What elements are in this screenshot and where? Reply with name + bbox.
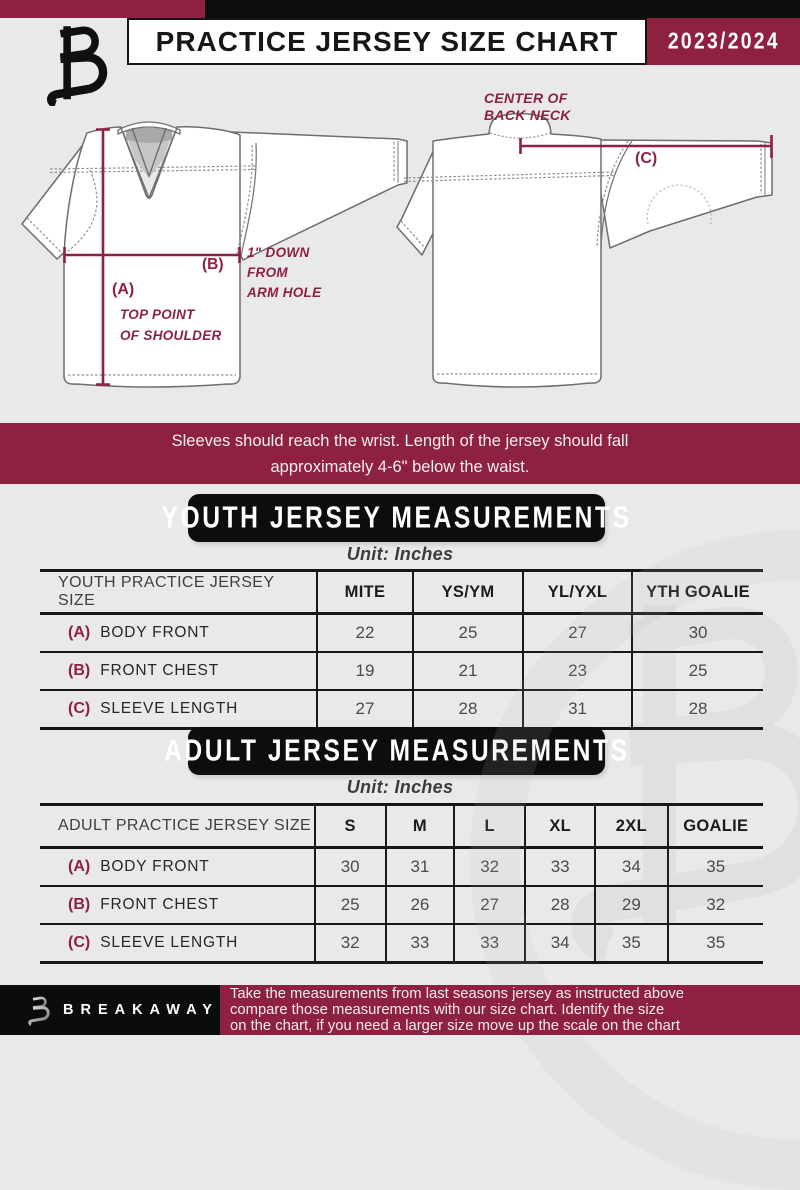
center-back-neck-note: CENTER OF BACK NECK (484, 90, 571, 123)
cell-value: 32 (315, 924, 386, 963)
brand-name: BREAKAWAY (63, 1002, 219, 1018)
cell-value: 33 (454, 924, 525, 963)
row-label: FRONT CHEST (100, 662, 219, 679)
youth-section-heading: YOUTH JERSEY MEASUREMENTS (188, 494, 605, 542)
row-label: SLEEVE LENGTH (100, 700, 239, 717)
fit-instruction-banner (0, 423, 800, 484)
column-header: YS/YM (413, 571, 523, 614)
cell-value: 29 (595, 886, 667, 924)
table-row (40, 690, 763, 729)
top-strip-maroon (0, 0, 205, 18)
row-label: SLEEVE LENGTH (100, 934, 239, 951)
table-row (40, 886, 763, 924)
top-strip-black (205, 0, 800, 18)
table-row (40, 924, 763, 963)
row-key: (C) (68, 700, 91, 717)
measure-c-key: (C) (635, 150, 658, 167)
cell-value: 27 (523, 614, 632, 653)
cell-value: 34 (525, 924, 595, 963)
cell-value: 22 (317, 614, 413, 653)
cell-value: 32 (454, 848, 525, 887)
title-box (127, 18, 647, 65)
back-jersey-illustration (397, 114, 772, 388)
adult-size-table (40, 803, 763, 964)
cell-value: 35 (668, 924, 763, 963)
top-point-shoulder-note: TOP POINT OF SHOULDER (120, 307, 222, 343)
row-key: (A) (68, 858, 91, 875)
column-header: GOALIE (668, 805, 763, 848)
column-header: XL (525, 805, 595, 848)
measure-b-key: (B) (202, 256, 224, 273)
youth-size-table (40, 569, 763, 730)
cell-value: 28 (413, 690, 523, 729)
cell-value: 25 (413, 614, 523, 653)
cell-value: 33 (386, 924, 455, 963)
cell-value: 19 (317, 652, 413, 690)
banner-line-2: approximately 4-6" below the waist. (270, 458, 530, 476)
cell-value: 31 (523, 690, 632, 729)
cell-value: 25 (632, 652, 763, 690)
adult-table-wrapper (40, 803, 763, 964)
cell-value: 23 (523, 652, 632, 690)
cell-value: 26 (386, 886, 455, 924)
banner-line-1: Sleeves should reach the wrist. Length of the jersey should fall (171, 432, 629, 450)
adult-section-heading: ADULT JERSEY MEASUREMENTS (188, 727, 605, 775)
season-box (647, 18, 800, 65)
cell-value: 28 (632, 690, 763, 729)
table-row (40, 652, 763, 690)
row-key: (B) (68, 662, 91, 679)
cell-value: 27 (454, 886, 525, 924)
cell-value: 34 (595, 848, 667, 887)
cell-value: 25 (315, 886, 386, 924)
b-monogram-icon (24, 994, 51, 1026)
jersey-illustrations (0, 88, 800, 408)
youth-table-wrapper (40, 569, 763, 730)
adult-header-row (40, 805, 763, 848)
cell-value: 32 (668, 886, 763, 924)
column-header: S (315, 805, 386, 848)
footer-line-2: compare those measurements with our size chart. Identify the size (230, 1001, 665, 1018)
footer-brand-box (0, 985, 220, 1035)
row-label: BODY FRONT (100, 858, 210, 875)
measure-a-key: (A) (112, 281, 135, 298)
jersey-diagram-area (0, 88, 800, 408)
column-header: YOUTH PRACTICE JERSEY SIZE (40, 571, 317, 614)
cell-value: 27 (317, 690, 413, 729)
footer (0, 985, 800, 1035)
cell-value: 31 (386, 848, 455, 887)
row-key: (B) (68, 896, 91, 913)
cell-value: 35 (595, 924, 667, 963)
arm-hole-note: 1" DOWN FROM ARM HOLE (247, 245, 322, 300)
youth-header-row (40, 571, 763, 614)
column-header: L (454, 805, 525, 848)
column-header: YTH GOALIE (632, 571, 763, 614)
column-header: M (386, 805, 455, 848)
row-label: BODY FRONT (100, 624, 210, 641)
footer-line-1: Take the measurements from last seasons jersey as instructed above (230, 986, 684, 1002)
youth-unit-label: Unit: Inches (346, 544, 454, 564)
column-header: 2XL (595, 805, 667, 848)
table-row (40, 848, 763, 887)
column-header: ADULT PRACTICE JERSEY SIZE (40, 805, 315, 848)
season-label: 2023/2024 (667, 28, 780, 54)
table-row (40, 614, 763, 653)
page-title: PRACTICE JERSEY SIZE CHART (155, 25, 619, 57)
footer-line-3: on the chart, if you need a larger size move up the scale on the chart (230, 1017, 680, 1034)
cell-value: 33 (525, 848, 595, 887)
footer-instructions (220, 985, 800, 1035)
cell-value: 30 (315, 848, 386, 887)
cell-value: 30 (632, 614, 763, 653)
row-key: (C) (68, 934, 91, 951)
column-header: YL/YXL (523, 571, 632, 614)
cell-value: 21 (413, 652, 523, 690)
cell-value: 28 (525, 886, 595, 924)
row-key: (A) (68, 624, 91, 641)
adult-unit-label: Unit: Inches (346, 777, 454, 797)
row-label: FRONT CHEST (100, 896, 219, 913)
cell-value: 35 (668, 848, 763, 887)
column-header: MITE (317, 571, 413, 614)
